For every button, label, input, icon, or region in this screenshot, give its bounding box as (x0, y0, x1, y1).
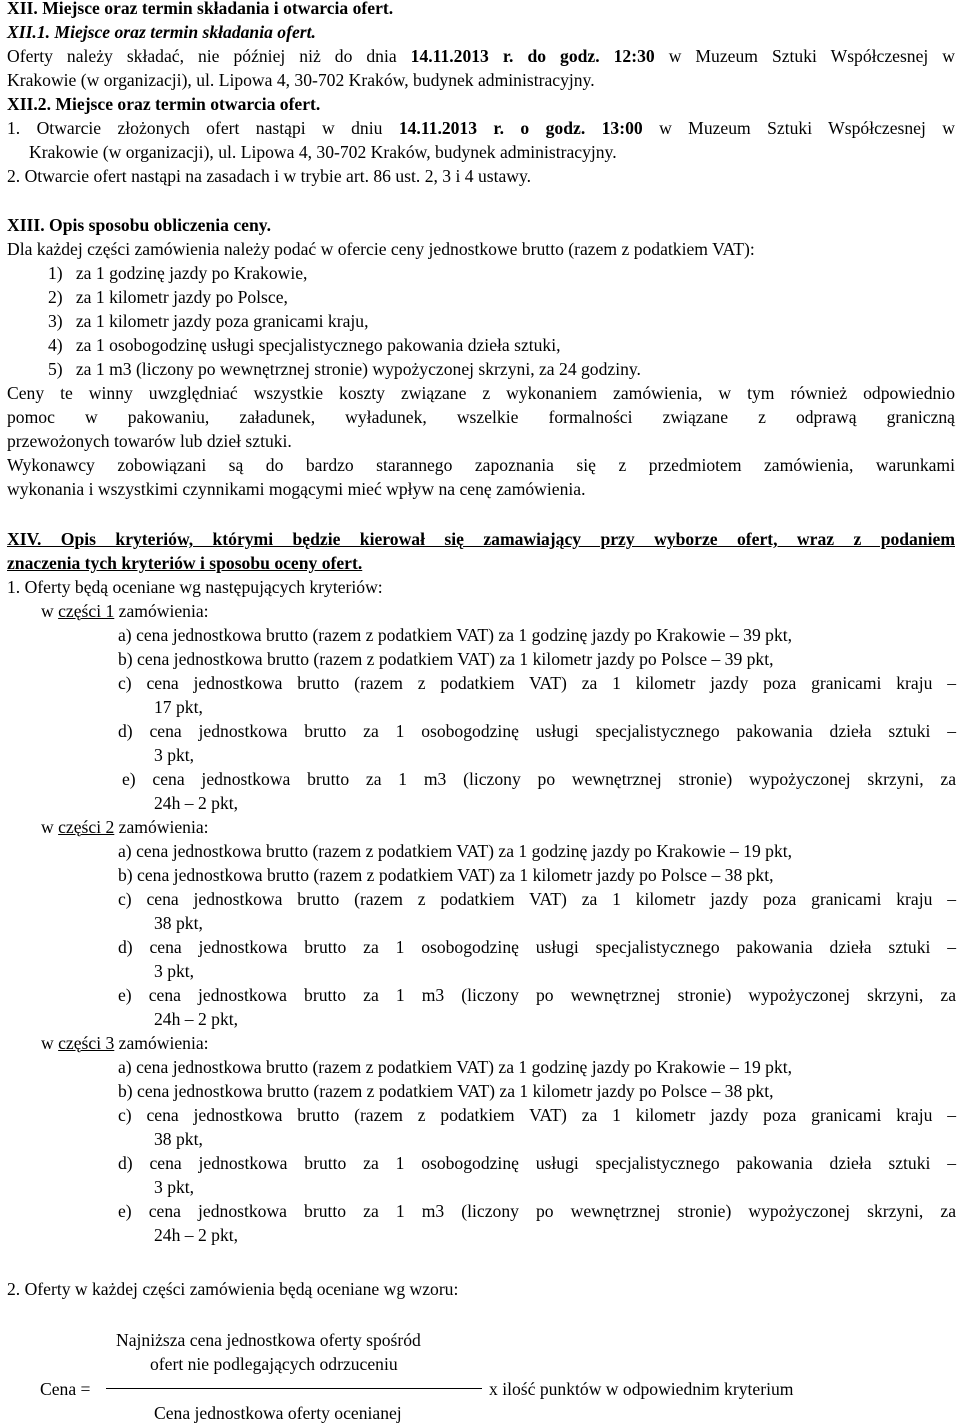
formula-denominator: Cena jednostkowa oferty ocenianej (154, 1403, 402, 1423)
price-list-item: 1) za 1 godzinę jazdy po Krakowie, (48, 263, 308, 283)
criterion-line: e) cena jednostkowa brutto za 1 m3 (liczony po wewnętrznej stronie) wypożyczonej skrzyni, za (118, 1201, 956, 1221)
section-12-1-heading: XII.1. Miejsce oraz termin składania ofert. (7, 22, 316, 42)
criterion-line-cont: 3 pkt, (154, 1177, 195, 1197)
criterion-line: c) cena jednostkowa brutto (razem z podatkiem VAT) za 1 kilometr jazdy poza granicami kraju – (118, 1105, 956, 1125)
criterion-line: b) cena jednostkowa brutto (razem z podatkiem VAT) za 1 kilometr jazdy po Polsce – 39 pkt, (118, 649, 774, 669)
submission-deadline: 14.11.2013 r. do godz. 12:30 (410, 46, 655, 66)
criteria-intro: 1. Oferty będą oceniane wg następujących kryteriów: (7, 577, 383, 597)
section-12-2-heading: XII.2. Miejsce oraz termin otwarcia ofert. (7, 94, 321, 114)
price-list-item: 5) za 1 m3 (liczony po wewnętrznej stronie) wypożyczonej skrzyni, za 24 godziny. (48, 359, 641, 379)
criterion-line: d) cena jednostkowa brutto za 1 osobogodzinę usługi specjalistycznego pakowania dzieła sztuki – (118, 1153, 956, 1173)
criterion-line: a) cena jednostkowa brutto (razem z podatkiem VAT) za 1 godzinę jazdy po Krakowie – 19 pkt, (118, 841, 793, 861)
criterion-line: a) cena jednostkowa brutto (razem z podatkiem VAT) za 1 godzinę jazdy po Krakowie – 19 pkt, (118, 1057, 793, 1077)
criterion-line-cont: 24h – 2 pkt, (154, 1225, 239, 1245)
criterion-line-cont: 38 pkt, (154, 1129, 203, 1149)
opening-date: 14.11.2013 r. o godz. 13:00 (398, 118, 643, 138)
opening-address: Krakowie (w organizacji), ul. Lipowa 4, 30-702 Kraków, budynek administracyjny. (29, 142, 617, 162)
part-2-label: w części 2 zamówienia: (41, 817, 209, 837)
part-3-label: w części 3 zamówienia: (41, 1033, 209, 1053)
criterion-line: d) cena jednostkowa brutto za 1 osobogodzinę usługi specjalistycznego pakowania dzieła sztuki – (118, 937, 956, 957)
section-13-intro: Dla każdej części zamówienia należy podać w ofercie ceny jednostkowe brutto (razem z podatkiem VAT): (7, 239, 755, 259)
formula-lhs: Cena = (40, 1379, 91, 1399)
formula-intro: 2. Oferty w każdej części zamówienia będą oceniane wg wzoru: (7, 1279, 459, 1299)
criterion-line-cont: 3 pkt, (154, 961, 195, 981)
section-14-heading: XIV. Opis kryteriów, którymi będzie kierował się zamawiający przy wyborze ofert, wraz z podaniem (7, 529, 955, 549)
contractors-paragraph-line: Wykonawcy zobowiązani są do bardzo starannego zapoznania się z przedmiotem zamówienia, warunkami (7, 455, 955, 475)
section-13-heading: XIII. Opis sposobu obliczenia ceny. (7, 215, 271, 235)
section-12-1-address: Krakowie (w organizacji), ul. Lipowa 4, 30-702 Kraków, budynek administracyjny. (7, 70, 595, 90)
costs-paragraph-line: przewożonych towarów lub dzieł sztuki. (7, 431, 292, 451)
part-1-label: w części 1 zamówienia: (41, 601, 209, 621)
contractors-paragraph-line: wykonania i wszystkimi czynnikami mogącymi mieć wpływ na cenę zamówienia. (7, 479, 586, 499)
costs-paragraph-line: pomoc w pakowaniu, załadunek, wyładunek, wszelkie formalności związane z odprawą graniczną (7, 407, 955, 427)
formula-rhs: x ilość punktów w odpowiednim kryterium (489, 1379, 794, 1399)
criterion-line: e) cena jednostkowa brutto za 1 m3 (liczony po wewnętrznej stronie) wypożyczonej skrzyni, za (122, 769, 956, 789)
criterion-line-cont: 3 pkt, (154, 745, 195, 765)
costs-paragraph-line: Ceny te winny uwzględniać wszystkie koszty związane z wykonaniem zamówienia, w tym również odpowiednio (7, 383, 955, 403)
section-14-heading-cont: znaczenia tych kryteriów i sposobu oceny ofert. (7, 553, 363, 573)
criterion-line: a) cena jednostkowa brutto (razem z podatkiem VAT) za 1 godzinę jazdy po Krakowie – 39 pkt, (118, 625, 793, 645)
criterion-line-cont: 17 pkt, (154, 697, 203, 717)
criterion-line: e) cena jednostkowa brutto za 1 m3 (liczony po wewnętrznej stronie) wypożyczonej skrzyni, za (118, 985, 956, 1005)
opening-paragraph-2: 2. Otwarcie ofert nastąpi na zasadach i w trybie art. 86 ust. 2, 3 i 4 ustawy. (7, 166, 532, 186)
fraction-line (106, 1388, 482, 1389)
price-list-item: 3) za 1 kilometr jazdy poza granicami kraju, (48, 311, 369, 331)
criterion-line: c) cena jednostkowa brutto (razem z podatkiem VAT) za 1 kilometr jazdy poza granicami kraju – (118, 889, 956, 909)
formula-numerator: ofert nie podlegających odrzuceniu (150, 1354, 398, 1374)
price-list-item: 2) za 1 kilometr jazdy po Polsce, (48, 287, 288, 307)
price-list-item: 4) za 1 osobogodzinę usługi specjalistycznego pakowania dzieła sztuki, (48, 335, 561, 355)
opening-paragraph-1: 1. Otwarcie złożonych ofert nastąpi w dniu 14.11.2013 r. o godz. 13:00 w Muzeum Sztuki Współczesnej w (7, 118, 955, 138)
section-12-heading: XII. Miejsce oraz termin składania i otwarcia ofert. (7, 0, 394, 18)
section-12-1-text: Oferty należy składać, nie później niż do dnia 14.11.2013 r. do godz. 12:30 w Muzeum Sztuki Współczesnej w (7, 46, 955, 66)
criterion-line: b) cena jednostkowa brutto (razem z podatkiem VAT) za 1 kilometr jazdy po Polsce – 38 pkt, (118, 1081, 774, 1101)
criterion-line-cont: 24h – 2 pkt, (154, 1009, 239, 1029)
criterion-line: d) cena jednostkowa brutto za 1 osobogodzinę usługi specjalistycznego pakowania dzieła sztuki – (118, 721, 956, 741)
criterion-line-cont: 24h – 2 pkt, (154, 793, 239, 813)
criterion-line-cont: 38 pkt, (154, 913, 203, 933)
formula-numerator: Najniższa cena jednostkowa oferty spośród (116, 1330, 421, 1350)
criterion-line: b) cena jednostkowa brutto (razem z podatkiem VAT) za 1 kilometr jazdy po Polsce – 38 pkt, (118, 865, 774, 885)
criterion-line: c) cena jednostkowa brutto (razem z podatkiem VAT) za 1 kilometr jazdy poza granicami kraju – (118, 673, 956, 693)
